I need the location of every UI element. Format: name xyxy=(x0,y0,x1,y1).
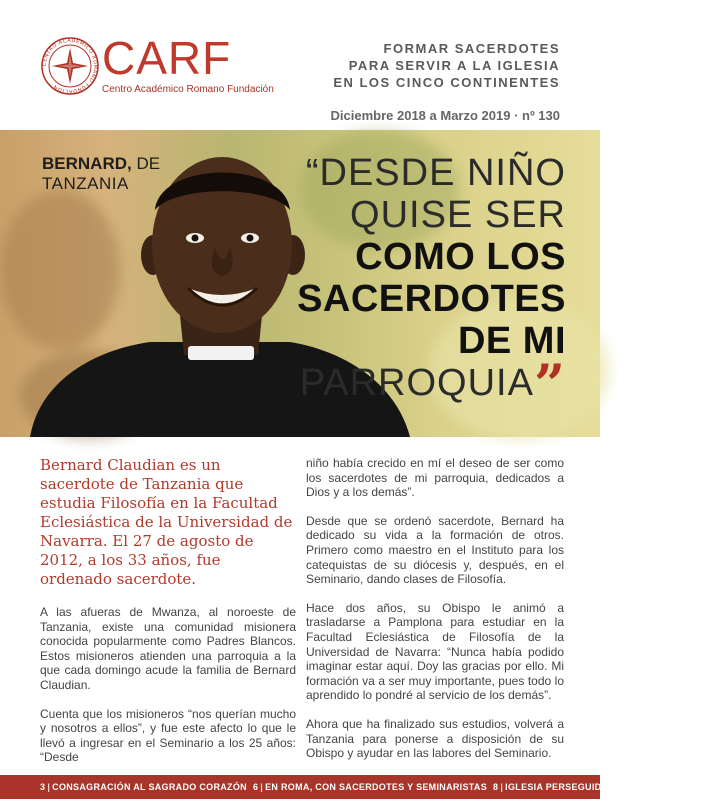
contents-footer-bar xyxy=(0,775,701,799)
brand-subtitle: Centro Académico Romano Fundación xyxy=(102,84,274,95)
quote-line: PARROQUIA xyxy=(299,362,534,404)
tagline-line: FORMAR SACERDOTES xyxy=(383,41,560,56)
quote-line: “DESDE NIÑO xyxy=(305,152,566,194)
article-paragraph: Ahora que ha finalizado sus estudios, volverá a Tanzania para ponerse a disposición de su Obispo y ayudar en las labores del Seminario. xyxy=(306,716,564,761)
footer-item[interactable]: 12 | TIERRA SANTA xyxy=(614,782,701,792)
tagline xyxy=(333,40,560,91)
footer-page-number: 8 xyxy=(493,782,499,792)
closing-quote-mark: ” xyxy=(533,352,566,416)
subject-name-suffix: DE xyxy=(131,154,161,173)
footer-item-label: EN ROMA, CON SACERDOTES Y SEMINARISTAS xyxy=(265,782,488,792)
article-paragraph: A las afueras de Mwanza, al noroeste de Tanzania, existe una comunidad misionera conocida popularmente como Padres Blancos. Estos misioneros atienden una parroquia a la que cada domingo acude la familia de Bernard Claudian. xyxy=(40,605,296,692)
article-lead: Bernard Claudian es un sacerdote de Tanzania que estudia Filosofía en la Facultad Eclesiástica de la Universidad de Navarra. El 27 de agosto de 2012, a los 33 años, fue ordenado sacerdote. xyxy=(40,456,293,588)
footer-page-number: 6 xyxy=(252,782,259,792)
tagline-line: PARA SERVIR A LA IGLESIA xyxy=(348,58,560,73)
pull-quote xyxy=(297,152,566,416)
quote-line: DE MI xyxy=(457,320,566,362)
footer-item-label: TIERRA SANTA xyxy=(631,782,701,792)
brand-name: CARF xyxy=(102,32,232,84)
brand-block xyxy=(102,34,274,96)
tagline-line: EN LOS CINCO CONTINENTES xyxy=(333,75,560,90)
quote-line: QUISE SER xyxy=(350,194,566,236)
quote-line: COMO LOS xyxy=(355,236,566,278)
issue-date: Diciembre 2018 a Marzo 2019 · nº 130 xyxy=(330,108,560,123)
article-paragraph: Cuenta que los misioneros “nos querían mucho y nosotros a ellos”, y fue este afecto lo que le llevó a ingresar en el Seminario a los 25 años: “Desde xyxy=(40,706,296,765)
article-paragraph: niño había crecido en mí el deseo de ser como los sacerdotes de mi parroquia, dedicados a Dios y a los demás”. xyxy=(306,456,564,500)
footer-item[interactable]: 6 | EN ROMA, CON SACERDOTES Y SEMINARISTAS xyxy=(252,782,488,792)
quote-line: SACERDOTES xyxy=(297,278,566,320)
article-column-right xyxy=(306,456,564,775)
hero-banner xyxy=(0,130,600,437)
seal-text: CENTRO ACADEMICO ROMANO FUNDACION xyxy=(41,37,99,95)
subject-country: TANZANIA xyxy=(42,174,129,193)
footer-page-number: 12 xyxy=(614,782,625,792)
footer-item[interactable]: 8 | IGLESIA PERSEGUIDA xyxy=(493,782,609,792)
subject-name xyxy=(42,154,160,194)
footer-page-number: 3 xyxy=(40,782,46,792)
footer-item-label: CONSAGRACIÓN AL SAGRADO CORAZÓN xyxy=(52,782,247,792)
footer-item-label: IGLESIA PERSEGUIDA xyxy=(505,782,609,792)
carf-seal-logo xyxy=(40,36,100,96)
article-paragraph: Desde que se ordenó sacerdote, Bernard ha dedicado su vida a la formación de otros. Primero como maestro en el Instituto para los catequistas de su diócesis y, después, en el Seminario, dando clases de Filosofía. xyxy=(306,513,564,587)
article-paragraph: Hace dos años, su Obispo le animó a trasladarse a Pamplona para estudiar en la Facultad Eclesiástica de Filosofía de la Universidad de Navarra: “Nunca había podido imaginar estar aquí. Doy las gracias por ello. Mi formación va a ser muy importante, pues todo lo aprendido lo pondré al servicio de los demás”. xyxy=(306,600,564,703)
article-column-left xyxy=(40,456,296,779)
footer-item[interactable]: 3 | CONSAGRACIÓN AL SAGRADO CORAZÓN xyxy=(40,782,247,792)
subject-first-name: BERNARD, xyxy=(42,154,132,173)
